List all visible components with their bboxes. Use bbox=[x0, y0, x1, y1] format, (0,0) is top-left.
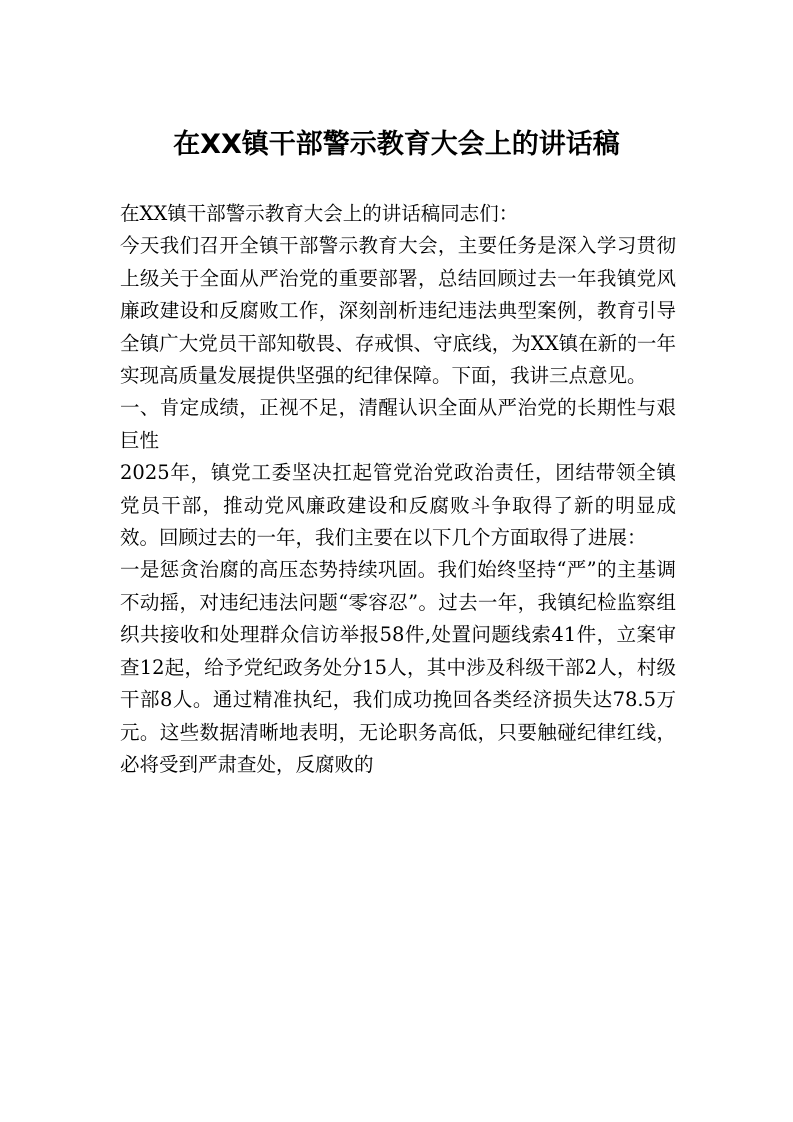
document-title: 在XX镇干部警示教育大会上的讲话稿 bbox=[173, 129, 620, 160]
greeting-paragraph: 在XX镇干部警示教育大会上的讲话稿同志们： bbox=[120, 202, 519, 225]
summary-paragraph: 2025年，镇党工委坚决扛起管党治党政治责任，团结带领全镇党员干部，推动党风廉政建设和反腐败斗争取得了新的明显成效。回顾过去的一年，我们主要在以下几个方面取得了进展： bbox=[120, 461, 676, 550]
section-heading-1: 一、肯定成绩，正视不足，清醒认识全面从严治党的长期性与艰巨性 bbox=[120, 396, 676, 452]
point-one-paragraph: 一是惩贪治腐的高压态势持续巩固。我们始终坚持“严”的主基调不动摇，对违纪违法问题“零容忍”。过去一年，我镇纪检监察组织共接收和处理群众信访举报58件,处置问题线索41件，立案审查12起，给予党纪政务处分15人，其中涉及科级干部2人，村级干部8人。通过精准执纪，我们成功挽回各类经济损失达78.5万元。这些数据清晰地表明，无论职务高低，只要触碰纪律红线，必将受到严肃查处，反腐败的 bbox=[120, 558, 676, 776]
intro-paragraph: 今天我们召开全镇干部警示教育大会，主要任务是深入学习贯彻上级关于全面从严治党的重要部署，总结回顾过去一年我镇党风廉政建设和反腐败工作，深刻剖析违纪违法典型案例，教育引导全镇广大党员干部知敬畏、存戒惧、守底线，为XX镇在新的一年实现高质量发展提供坚强的纪律保障。下面，我讲三点意见。 bbox=[120, 234, 676, 388]
document-body bbox=[120, 198, 676, 781]
